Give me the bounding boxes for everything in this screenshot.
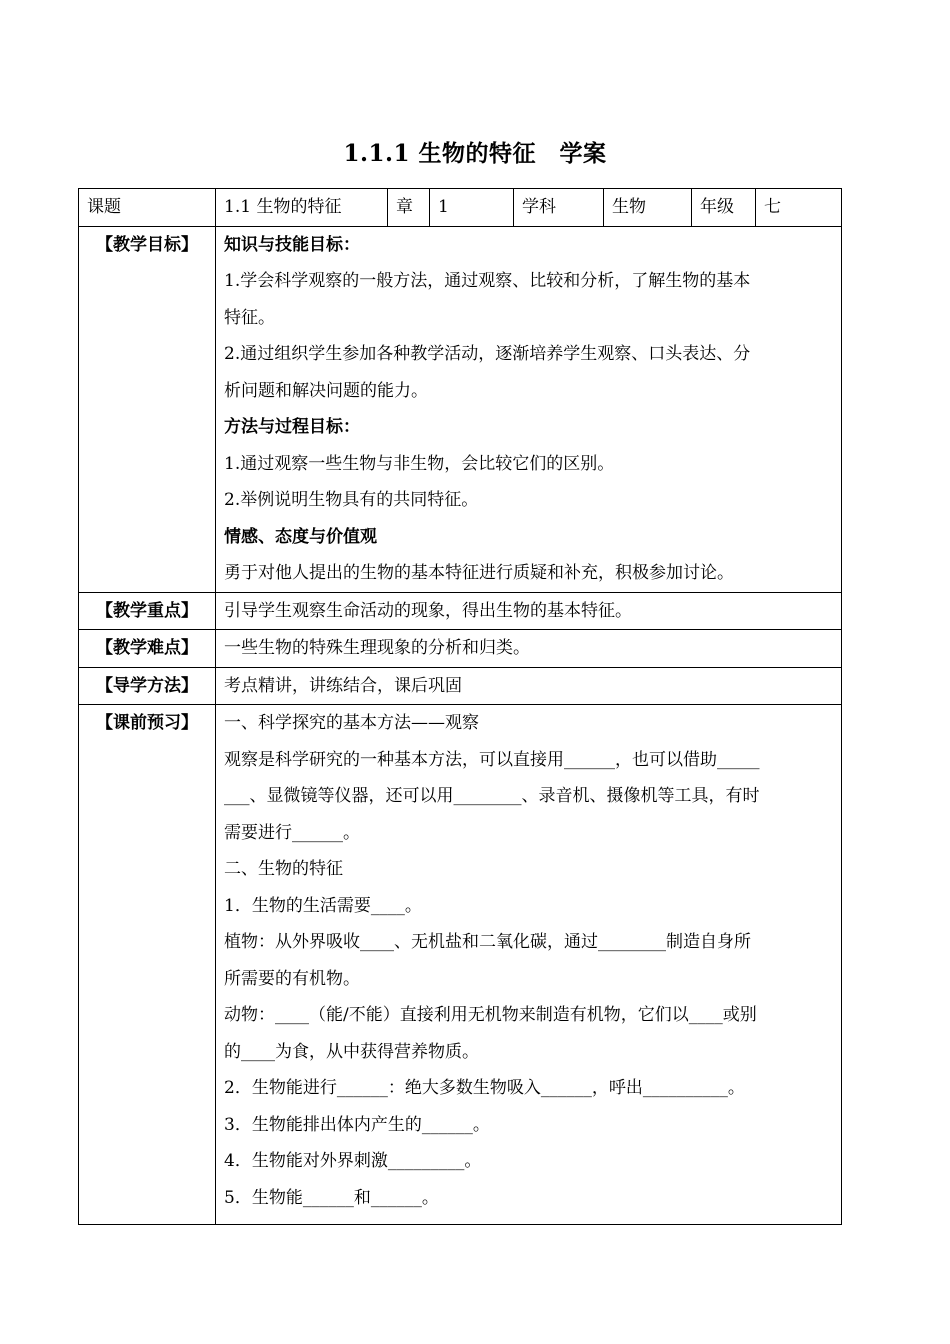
method-row <box>79 667 842 705</box>
grade-label: 年级 <box>692 189 756 227</box>
preview-line: 2．生物能进行______：绝大多数生物吸入______，呼出__________。 <box>224 1078 745 1098</box>
preview-line: 观察是科学研究的一种基本方法，可以直接用______，也可以借助_____ <box>224 749 760 770</box>
preview-label: 【课前预习】 <box>79 705 216 1225</box>
topic-label: 课题 <box>79 189 216 227</box>
preview-line: 动物：____（能/不能）直接利用无机物来制造有机物，它们以____或别 <box>224 1005 757 1025</box>
chapter-value: 1 <box>430 189 514 227</box>
preview-line: 1．生物的生活需要____。 <box>224 895 422 916</box>
grade-value: 七 <box>756 189 842 227</box>
preview-line: 二、生物的特征 <box>224 859 343 879</box>
subject-value: 生物 <box>604 189 692 227</box>
difficulties-row <box>79 630 842 668</box>
preview-content <box>216 705 842 1225</box>
lesson-plan-table <box>78 188 842 1225</box>
objective-heading: 知识与技能目标： <box>224 234 360 255</box>
difficulties-text: 一些生物的特殊生理现象的分析和归类。 <box>216 630 842 668</box>
method-text: 考点精讲，讲练结合，课后巩固 <box>216 667 842 705</box>
difficulties-label: 【教学难点】 <box>79 630 216 668</box>
objective-line: 2.通过组织学生参加各种教学活动，逐渐培养学生观察、口头表达、分 <box>224 344 751 364</box>
preview-line: 3．生物能排出体内产生的______。 <box>224 1114 490 1135</box>
header-row <box>79 189 842 227</box>
subject-label: 学科 <box>514 189 604 227</box>
preview-line: ___、显微镜等仪器，还可以用________、录音机、摄像机等工具，有时 <box>224 786 760 806</box>
objective-line: 勇于对他人提出的生物的基本特征进行质疑和补充，积极参加讨论。 <box>224 563 734 583</box>
objectives-label: 【教学目标】 <box>79 226 216 592</box>
objective-line: 1.通过观察一些生物与非生物，会比较它们的区别。 <box>224 453 615 474</box>
objective-heading: 方法与过程目标： <box>224 417 360 437</box>
chapter-label: 章 <box>388 189 430 227</box>
preview-line: 5．生物能______和______。 <box>224 1187 439 1208</box>
key-points-text: 引导学生观察生命活动的现象，得出生物的基本特征。 <box>216 592 842 630</box>
preview-line: 4．生物能对外界刺激_________。 <box>224 1151 482 1171</box>
topic-value: 1.1 生物的特征 <box>216 189 388 227</box>
preview-line: 需要进行______。 <box>224 822 360 843</box>
page-title: 1.1.1 生物的特征 学案 <box>343 140 607 167</box>
preview-row <box>79 705 842 1225</box>
preview-line: 的____为食，从中获得营养物质。 <box>224 1041 479 1062</box>
objectives-content <box>216 226 842 592</box>
objective-line: 1.学会科学观察的一般方法，通过观察、比较和分析，了解生物的基本 <box>224 271 751 291</box>
objective-line: 特征。 <box>224 307 275 328</box>
key-points-row <box>79 592 842 630</box>
method-label: 【导学方法】 <box>79 667 216 705</box>
objective-line: 析问题和解决问题的能力。 <box>224 380 428 401</box>
preview-line: 一、科学探究的基本方法——观察 <box>224 713 479 733</box>
objective-line: 2.举例说明生物具有的共同特征。 <box>224 490 479 510</box>
objective-heading: 情感、态度与价值观 <box>224 526 377 547</box>
preview-line: 所需要的有机物。 <box>224 968 360 989</box>
preview-line: 植物：从外界吸收____、无机盐和二氧化碳，通过________制造自身所 <box>224 932 751 952</box>
objectives-row <box>79 226 842 592</box>
key-points-label: 【教学重点】 <box>79 592 216 630</box>
